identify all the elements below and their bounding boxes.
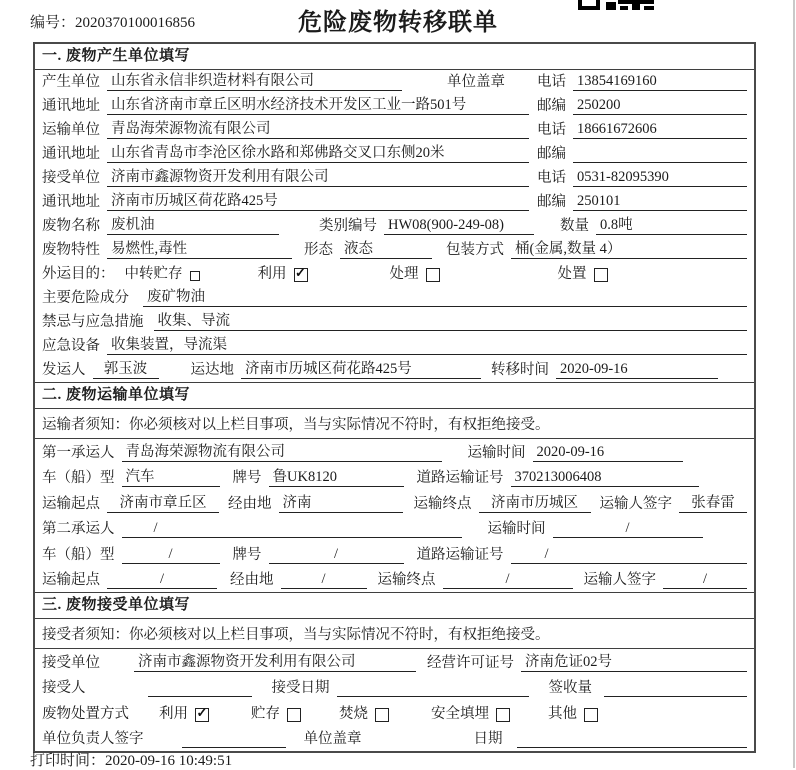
route-origin-label: 运输起点 xyxy=(42,572,100,588)
disposal-option-landfill xyxy=(431,702,510,723)
phone-label: 电话 xyxy=(537,122,566,138)
waste-character-row xyxy=(35,238,754,262)
purpose-option-transfer-storage xyxy=(125,262,200,283)
plate-number-value: 鲁UK8120 xyxy=(269,465,404,487)
producer-address-row xyxy=(35,94,754,118)
transfer-form-table xyxy=(33,42,756,753)
transporter-address-row xyxy=(35,142,754,166)
recycle-checkbox-icon xyxy=(294,268,308,282)
waste-name-row xyxy=(35,214,754,238)
route-origin-value-2: / xyxy=(107,571,217,589)
option-label: 贮存 xyxy=(251,705,280,722)
emergency-equipment-label: 应急设备 xyxy=(42,338,100,354)
option-label: 处置 xyxy=(557,266,587,282)
form-title: 危险废物转移联单 xyxy=(298,10,498,36)
hazard-component-row xyxy=(35,286,754,310)
waste-character-label: 废物特性 xyxy=(42,242,100,258)
transporter-label: 运输单位 xyxy=(42,122,100,138)
form-serial-label: 编号： xyxy=(30,15,76,31)
print-time-label: 打印时间： xyxy=(30,753,106,769)
purpose-option-dispose xyxy=(558,262,608,283)
quantity-label: 数量 xyxy=(560,218,589,234)
transporter-notice: 运输者须知：你必须核对以上栏目事项，当与实际情况不符时，有权拒绝接受。 xyxy=(35,409,754,439)
shipper-value: 郭玉波 xyxy=(93,357,159,379)
producer-zip-value: 250200 xyxy=(573,97,747,115)
zip-label: 邮编 xyxy=(537,146,566,162)
responsible-signature-value xyxy=(182,731,286,748)
accept-date-value xyxy=(337,680,529,697)
recycle-checkbox-icon xyxy=(195,708,209,722)
option-label: 利用 xyxy=(257,266,287,282)
option-label: 其他 xyxy=(548,705,577,722)
transporter-value: 青岛海荣源物流有限公司 xyxy=(107,117,529,139)
producer-row xyxy=(35,70,754,94)
unit-stamp-label: 单位盖章 xyxy=(447,74,505,90)
transport-purpose-label: 外运目的： xyxy=(42,266,115,282)
second-carrier-row xyxy=(35,516,754,542)
other-checkbox-icon xyxy=(584,708,598,722)
route-via-value: 济南 xyxy=(279,491,403,513)
purpose-option-recycle xyxy=(258,262,308,283)
producer-label: 产生单位 xyxy=(42,74,100,90)
route-origin-value: 济南市章丘区 xyxy=(107,491,219,513)
route-via-label: 经由地 xyxy=(230,572,274,588)
section3-title: 三. 废物接受单位填写 xyxy=(35,592,754,619)
transport-time-value: 2020-09-16 xyxy=(533,444,683,462)
disposal-option-incinerate xyxy=(339,702,389,723)
carrier-signature-label: 运输人签字 xyxy=(599,495,672,512)
accept-person-label: 接受人 xyxy=(42,680,86,696)
section2-title: 二. 废物运输单位填写 xyxy=(35,382,754,409)
hazard-component-label: 主要危险成分 xyxy=(42,290,129,306)
option-label: 安全填埋 xyxy=(431,705,489,722)
license-number-label: 经营许可证号 xyxy=(427,654,514,671)
producer-phone-group xyxy=(537,70,747,91)
license-number-value: 济南危证02号 xyxy=(521,650,747,672)
accept-unit-row xyxy=(35,649,754,675)
second-carrier-value: / xyxy=(122,520,462,538)
road-permit-value-2: / xyxy=(511,546,748,564)
route-via-label: 经由地 xyxy=(228,495,272,512)
receiver-zip-value: 250101 xyxy=(573,193,747,211)
producer-address-value: 山东省济南市章丘区明水经济技术开发区工业一路501号 xyxy=(107,93,529,115)
vehicle-type-row-2 xyxy=(35,541,754,567)
transfer-storage-checkbox-icon xyxy=(190,271,200,281)
category-code-label: 类别编号 xyxy=(319,218,377,234)
option-label: 中转贮存 xyxy=(124,266,183,282)
carrier-signature-value: 张春雷 xyxy=(679,491,747,513)
producer-value: 山东省永信非织造材料有限公司 xyxy=(107,69,402,91)
category-code-value: HW08(900-249-08) xyxy=(384,217,534,235)
phone-label: 电话 xyxy=(537,74,566,90)
storage-checkbox-icon xyxy=(287,708,301,722)
window-right-edge xyxy=(793,0,795,768)
plate-number-value-2: / xyxy=(269,546,404,564)
producer-phone-value: 13854169160 xyxy=(573,73,747,91)
vehicle-type-value: 汽车 xyxy=(122,465,220,487)
packing-label: 包装方式 xyxy=(446,242,504,258)
purpose-option-treat xyxy=(390,262,440,283)
receiver-address-row xyxy=(35,190,754,214)
incinerate-checkbox-icon xyxy=(375,708,389,722)
waste-character-value: 易燃性,毒性 xyxy=(107,237,292,259)
form-serial-value: 2020370100016856 xyxy=(75,15,196,31)
accept-unit-value: 济南市鑫源物资开发利用有限公司 xyxy=(134,650,416,672)
first-carrier-value: 青岛海荣源物流有限公司 xyxy=(122,440,442,462)
transfer-time-label: 转移时间 xyxy=(491,362,549,378)
receiver-address-value: 济南市历城区荷花路425号 xyxy=(107,189,529,211)
print-time xyxy=(30,749,232,770)
first-carrier-label: 第一承运人 xyxy=(42,444,115,461)
route-end-label: 运输终点 xyxy=(413,495,472,512)
vehicle-type-label: 车（船）型 xyxy=(42,470,115,486)
transfer-time-value: 2020-09-16 xyxy=(556,361,718,379)
dispose-checkbox-icon xyxy=(594,268,608,282)
route-end-label: 运输终点 xyxy=(377,572,436,588)
emergency-equipment-row xyxy=(35,334,754,358)
accept-date-label: 接受日期 xyxy=(271,680,330,696)
address-label: 通讯地址 xyxy=(42,98,100,114)
date-label: 日期 xyxy=(473,731,503,747)
destination-value: 济南市历城区荷花路425号 xyxy=(241,357,481,379)
route-end-value-2: / xyxy=(443,571,573,589)
transport-purpose-row xyxy=(35,262,754,286)
transporter-address-value: 山东省青岛市李沧区徐水路和郑佛路交叉口东侧20米 xyxy=(107,141,529,163)
road-permit-label: 道路运输证号 xyxy=(416,546,504,563)
hazard-component-value: 废矿物油 xyxy=(143,285,747,307)
vehicle-type-value-2: / xyxy=(122,546,220,564)
disposal-option-recycle xyxy=(159,702,209,723)
transporter-row xyxy=(35,118,754,142)
producer-zip-group xyxy=(537,94,747,115)
disposal-method-row xyxy=(35,700,754,726)
unit-stamp-label: 单位盖章 xyxy=(303,731,362,747)
section1-title: 一. 废物产生单位填写 xyxy=(35,44,754,70)
accept-person-value xyxy=(148,680,252,697)
vehicle-type-label: 车（船）型 xyxy=(42,546,115,563)
plate-number-label: 牌号 xyxy=(232,470,262,486)
responsible-signature-row xyxy=(35,726,754,752)
emergency-equipment-value: 收集装置，导流渠 xyxy=(107,333,747,355)
taboo-measures-label: 禁忌与应急措施 xyxy=(42,314,144,330)
quantity-value: 0.8吨 xyxy=(596,213,747,235)
phone-label: 电话 xyxy=(537,170,566,186)
receiver-notice: 接受者须知：你必须核对以上栏目事项，当与实际情况不符时，有权拒绝接受。 xyxy=(35,619,754,649)
transporter-zip-group xyxy=(537,142,747,163)
zip-label: 邮编 xyxy=(537,98,566,114)
transport-time-label: 运输时间 xyxy=(467,444,526,461)
option-label: 处理 xyxy=(389,266,419,282)
date-value xyxy=(517,731,748,748)
route-row-1 xyxy=(35,490,754,516)
route-end-value: 济南市历城区 xyxy=(479,491,591,513)
route-row-2 xyxy=(35,567,754,593)
responsible-signature-label: 单位负责人签字 xyxy=(42,731,144,747)
receiver-value: 济南市鑫源物资开发利用有限公司 xyxy=(107,165,529,187)
transporter-zip-value xyxy=(573,146,747,163)
zip-label: 邮编 xyxy=(537,194,566,210)
first-carrier-row xyxy=(35,439,754,465)
transport-time-label: 运输时间 xyxy=(487,521,546,537)
option-label: 利用 xyxy=(159,705,188,722)
shipper-label: 发运人 xyxy=(42,362,86,378)
transporter-phone-value: 18661672606 xyxy=(573,121,747,139)
packing-value: 桶(金属,数量 4） xyxy=(511,237,747,259)
received-amount-label: 签收量 xyxy=(548,680,592,696)
taboo-measures-value: 收集、导流 xyxy=(154,309,748,331)
receiver-phone-group xyxy=(537,166,747,187)
receiver-label: 接受单位 xyxy=(42,170,100,186)
qr-code-fragment-icon xyxy=(578,0,654,10)
second-carrier-label: 第二承运人 xyxy=(42,521,115,537)
receiver-phone-value: 0531-82095390 xyxy=(573,169,747,187)
form-state-value: 液态 xyxy=(340,237,432,259)
road-permit-label: 道路运输证号 xyxy=(416,470,504,486)
received-amount-value xyxy=(604,680,747,697)
carrier-signature-label: 运输人签字 xyxy=(583,572,656,588)
route-via-value-2: / xyxy=(281,571,367,589)
disposal-method-label: 废物处置方式 xyxy=(42,705,129,722)
disposal-option-storage xyxy=(251,702,301,723)
landfill-checkbox-icon xyxy=(496,708,510,722)
address-label: 通讯地址 xyxy=(42,146,100,162)
waste-name-label: 废物名称 xyxy=(42,218,100,234)
accept-unit-label: 接受单位 xyxy=(42,654,100,671)
shipper-row xyxy=(35,358,754,382)
waste-name-value: 废机油 xyxy=(107,213,279,235)
vehicle-type-row-1 xyxy=(35,465,754,491)
print-time-value: 2020-09-16 10:49:51 xyxy=(105,753,233,769)
disposal-option-other xyxy=(548,702,598,723)
form-state-label: 形态 xyxy=(304,242,333,258)
route-origin-label: 运输起点 xyxy=(42,495,100,512)
plate-number-label: 牌号 xyxy=(232,546,262,563)
transporter-phone-group xyxy=(537,118,747,139)
taboo-measures-row xyxy=(35,310,754,334)
option-label: 焚烧 xyxy=(339,705,368,722)
treat-checkbox-icon xyxy=(426,268,440,282)
carrier-signature-value-2: / xyxy=(663,571,747,589)
receiver-row xyxy=(35,166,754,190)
road-permit-value: 370213006408 xyxy=(511,469,699,487)
receiver-zip-group xyxy=(537,190,747,211)
destination-label: 运达地 xyxy=(190,362,234,378)
transport-time-value-2: / xyxy=(553,520,703,538)
address-label: 通讯地址 xyxy=(42,194,100,210)
accept-person-row xyxy=(35,675,754,701)
